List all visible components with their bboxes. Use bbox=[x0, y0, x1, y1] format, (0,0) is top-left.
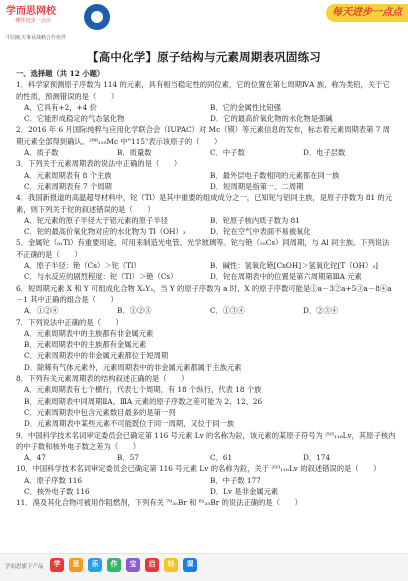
option-d: D．铊在周期表中的位置是第六周期第ⅢA 元素 bbox=[210, 272, 362, 282]
question-11 bbox=[16, 497, 396, 508]
option-b: B．碱性：氢氧化铯[CsOH]＞氢氧化铊[T（OH）₃] bbox=[210, 261, 379, 271]
slogan-banner bbox=[326, 4, 408, 22]
footer-bar bbox=[0, 553, 408, 581]
question-stem: 9．中国科学技术名词审定委员会已确定第 116 号元素 Lv 的名称为鉝，该元素的某原子符号为 ²⁹³₁₁₆Lv，其原子核内的中子数和核外电子数之差为（ ） bbox=[16, 430, 396, 451]
question-9 bbox=[16, 430, 396, 464]
question-stem: 7．下列说法中正确的是（ ） bbox=[16, 317, 123, 327]
option-c: C．①③④ bbox=[210, 306, 245, 316]
option-c: C．元素周期表中包含元素数目最多的是第一列 bbox=[24, 407, 176, 417]
option-d: D．铊在空气中表面不易被氧化 bbox=[210, 227, 311, 237]
option-b: B．元素周期表中同周期ⅡA、ⅢA 元素的原子序数之差可能为 2、12、26 bbox=[24, 396, 263, 406]
brand-slogan: ·懂你进步一点点· bbox=[14, 18, 53, 24]
option-d: D．电子层数 bbox=[303, 148, 346, 158]
document-title: 【高中化学】原子结构与元素周期表巩固练习 bbox=[87, 50, 321, 64]
option-c: C．元素周期表中的非金属元素都位于短周期 bbox=[24, 351, 169, 361]
section-heading: 一、选择题（共 12 小题） bbox=[16, 69, 105, 78]
app-icon[interactable]: 思 bbox=[69, 558, 83, 572]
option-b: B．最外层电子数相同的元素都在同一族 bbox=[210, 170, 340, 180]
question-list bbox=[16, 68, 396, 509]
option-b: B．质量数 bbox=[117, 148, 152, 158]
question-stem: 6．短周期元素 X 和 Y 可组成化合物 X₂Y₃，当 Y 的原子序数为 a 时，X 的原子序数可能是①a－3②a+5③a－8④a－1 其中正确的组合是（ ） bbox=[16, 283, 392, 304]
question-stem: 11．溴及其化合物可被用作阻燃剂，下列有关 ⁷⁹₃₅Br 和 ⁸¹₃₅Br 的说法正确的是（ ） bbox=[16, 498, 302, 508]
question-6 bbox=[16, 283, 396, 317]
question-1 bbox=[16, 79, 396, 124]
option-c: C．中子数 bbox=[210, 148, 245, 158]
option-c: C．核外电子数 116 bbox=[24, 486, 90, 496]
slogan-banner-text: 每天进步一点点 bbox=[332, 7, 402, 18]
option-b: B．元素周期表中的主族都有金属元素 bbox=[24, 340, 147, 350]
option-c: C．61 bbox=[210, 453, 233, 463]
question-5 bbox=[16, 237, 396, 282]
option-d: D．Lv 是非金属元素 bbox=[210, 486, 279, 496]
question-stem: 10．中国科学技术名词审定委员会已确定第 116 号元素 Lv 的名称为鉝，关于 ²⁹³₁₁₆Lv 的叙述错误的是（ ） bbox=[16, 464, 381, 474]
option-a: A．元素周期表有七个横行，代表七个周期，有 18 个纵行，代表 18 个族 bbox=[24, 385, 262, 395]
app-icon[interactable]: 学 bbox=[50, 558, 64, 572]
option-a: A．元素周期表中的主族都有非金属元素 bbox=[24, 328, 154, 338]
page-header bbox=[0, 0, 408, 46]
question-10 bbox=[16, 463, 396, 497]
option-a: A．元素周期表有 8 个主族 bbox=[24, 170, 112, 180]
option-d: D．174 bbox=[303, 453, 331, 463]
question-7 bbox=[16, 317, 396, 373]
app-icon[interactable]: 启 bbox=[145, 558, 159, 572]
question-stem: 4．我国新报道的高温超导材料中，铊（Tl）是其中重要的组成成分之一，已知铊与铝同主族，是原子序数为 81 的元素，则下列关于铊的叙述错误的是（ ） bbox=[16, 193, 393, 214]
option-a: A．原子半径：铯（Cs）＞铊（Tl） bbox=[24, 261, 141, 271]
question-4 bbox=[16, 192, 396, 237]
question-2 bbox=[16, 124, 396, 158]
option-a: A．铊元素的原子半径大于铝元素的原子半径 bbox=[24, 215, 168, 225]
option-a: A．47 bbox=[24, 453, 46, 463]
option-c: C．铊的最高价氧化物对应的水化物为 Tl（OH）₃ bbox=[24, 227, 186, 237]
question-stem: 5．金属铊（₈₁Tl）有重要用途，可用来制造光电管、光学玻璃等。铊与铯（₅₅Cs）同周期，与 Al 同主族。下列说法不正确的是（ ） bbox=[16, 238, 390, 259]
app-icon[interactable]: 作 bbox=[107, 558, 121, 572]
option-a: A．质子数 bbox=[24, 148, 59, 158]
option-a: A．原子序数 116 bbox=[24, 475, 83, 485]
app-icon[interactable]: 课 bbox=[183, 558, 197, 572]
app-icon[interactable]: 乐 bbox=[88, 558, 102, 572]
option-d: D．除稀有气体元素外，元素周期表中的非金属元素都属于主族元素 bbox=[24, 362, 242, 372]
question-stem: 3．下列关于元素周期表的说法中正确的是（ ） bbox=[16, 159, 182, 169]
brand-name: 学而思网校 bbox=[6, 6, 56, 17]
app-icon-row bbox=[50, 558, 202, 572]
option-b: B．铊原子核内质子数为 81 bbox=[210, 215, 300, 225]
question-stem: 1．科学家预测原子序数为 114 的元素，具有相当稳定性的同位素，它的位置在第七周期ⅣA 族，称为类铅，关于它的性质，预测错误的是（ ） bbox=[16, 80, 390, 101]
option-d: D．短周期是指第一、二周期 bbox=[210, 181, 304, 191]
question-8 bbox=[16, 373, 396, 429]
option-b: B．中子数 177 bbox=[210, 475, 261, 485]
option-d: D．元素周期表中某些元素不可能既位于同一周期，又位于同一族 bbox=[24, 419, 235, 429]
app-icon[interactable]: 宝 bbox=[126, 558, 140, 572]
question-stem: 8．下列有关元素周期表的结构叙述正确的是（ ） bbox=[16, 374, 189, 384]
space-partner-emblem-icon bbox=[84, 4, 110, 30]
option-a: A．它具有+2，+4 价 bbox=[24, 102, 97, 112]
brand-logo bbox=[6, 6, 86, 34]
option-d: D．②③④ bbox=[303, 306, 339, 316]
footer-text: 学而思旗下产品 bbox=[5, 564, 44, 570]
option-a: A．①②④ bbox=[24, 306, 59, 316]
option-b: B．①②③ bbox=[117, 306, 152, 316]
option-c: C．与水反应的剧烈程度：铊（Tl）＞铯（Cs） bbox=[24, 272, 178, 282]
partner-subline: 中国航天事业战略合作伙伴 bbox=[6, 35, 67, 41]
option-d: D．它的最高价氧化物的水化物是强碱 bbox=[210, 114, 333, 124]
app-icon[interactable]: 轻 bbox=[164, 558, 178, 572]
question-stem: 2．2016 年 6 月国际纯粹与应用化学联合会（IUPAC）对 Mc（镆）等元素信息的发布，标志着元素周期表第 7 周期元素全部得到确认。²⁸⁸₁₁₅Mc 中"115"表示该原子的（ ） bbox=[16, 125, 390, 146]
question-3 bbox=[16, 158, 396, 192]
option-b: B．57 bbox=[117, 453, 139, 463]
option-b: B．它的金属性比铅强 bbox=[210, 102, 282, 112]
option-c: C．元素周期表有 7 个周期 bbox=[24, 181, 112, 191]
option-c: C．它能形成稳定的气态氢化物 bbox=[24, 114, 125, 124]
